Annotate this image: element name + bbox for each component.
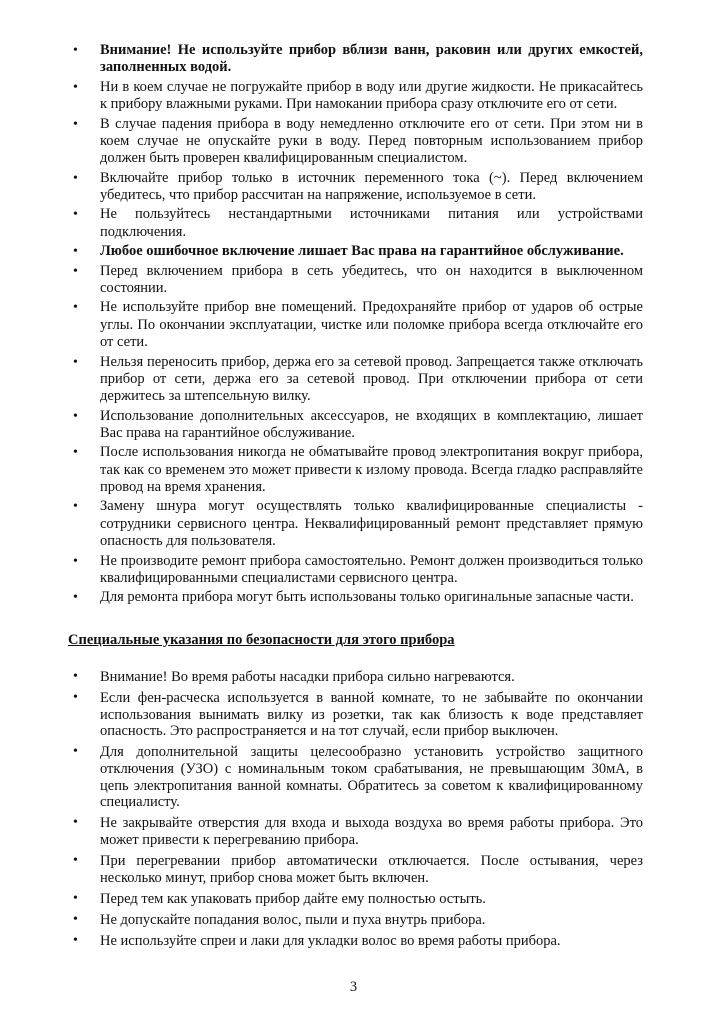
list-item — [73, 444, 643, 496]
list-item — [73, 815, 643, 848]
bullet-icon: • — [73, 116, 78, 132]
bullet-icon: • — [73, 933, 78, 949]
list-item-text: Внимание! Во время работы насадки прибора сильно нагреваются. — [100, 668, 515, 685]
section-heading: Специальные указания по безопасности для этого прибора — [68, 631, 455, 648]
list-item — [73, 115, 643, 168]
bullet-icon: • — [73, 744, 78, 760]
list-item — [73, 668, 643, 686]
bullet-icon: • — [73, 354, 78, 370]
list-item-text: При перегревании прибор автоматически отключается. После остывания, через несколько минут, прибор снова может быть включен. — [100, 853, 643, 886]
list-item-text: Для дополнительной защиты целесообразно установить устройство защитного отключения (УЗО) с номинальным током срабатывания, не превышающим 30мА, в цепь электропитания ванной комнаты. Обратитесь за советом к квалифицированному специалисту. — [100, 744, 643, 811]
list-item-text: Для ремонта прибора могут быть использованы только оригинальные запасные части. — [100, 589, 634, 606]
bullet-icon: • — [73, 668, 78, 684]
list-item-text: Не пользуйтесь нестандартными источниками питания или устройствами подключения. — [100, 206, 643, 240]
list-item — [73, 169, 643, 205]
list-item — [73, 42, 643, 77]
list-item — [73, 78, 643, 114]
list-item — [73, 690, 643, 740]
bullet-icon: • — [73, 170, 78, 186]
list-item — [73, 243, 643, 260]
special-safety-list — [73, 668, 643, 955]
bullet-icon: • — [73, 499, 78, 515]
list-item — [73, 407, 643, 443]
bullet-icon: • — [73, 815, 78, 831]
bullet-icon: • — [73, 263, 78, 279]
list-item — [73, 262, 643, 298]
bullet-icon: • — [73, 690, 78, 706]
bullet-icon: • — [73, 408, 78, 424]
list-item-text: Не используйте спреи и лаки для укладки волос во время работы прибора. — [100, 933, 561, 950]
list-item — [73, 206, 643, 241]
list-item-text: Перед включением прибора в сеть убедитесь, что он находится в выключенном состоянии. — [100, 262, 643, 296]
list-item-text: Любое ошибочное включение лишает Вас права на гарантийное обслуживание. — [100, 243, 624, 260]
list-item — [73, 299, 643, 351]
list-item-text: Внимание! Не используйте прибор вблизи ванн, раковин или других емкостей, заполненных водой. — [100, 42, 643, 76]
list-item — [73, 744, 643, 811]
list-item-text: Нельзя переносить прибор, держа его за сетевой провод. Запрещается также отключать прибор от сети, держа его за сетевой провод. При отключении прибора от сети держитесь за штепсельную вилку. — [100, 353, 643, 405]
list-item-text: Замену шнура могут осуществлять только квалифицированные специалисты - сотрудники сервисного центра. Неквалифицированный ремонт представляет прямую опасность для пользователя. — [100, 498, 643, 550]
list-item — [73, 589, 643, 606]
list-item — [73, 498, 643, 550]
list-item — [73, 853, 643, 886]
list-item — [73, 552, 643, 588]
bullet-icon: • — [73, 912, 78, 928]
list-item-text: Перед тем как упаковать прибор дайте ему полностью остыть. — [100, 890, 486, 907]
bullet-icon: • — [73, 890, 78, 906]
list-item-text: Использование дополнительных аксессуаров, не входящих в комплектацию, лишает Вас права на гарантийное обслуживание. — [100, 407, 643, 441]
list-item-text: Ни в коем случае не погружайте прибор в воду или другие жидкости. Не прикасайтесь к прибору влажными руками. При намокании прибора сразу отключите его от сети. — [100, 78, 643, 113]
bullet-icon: • — [73, 553, 78, 569]
list-item-text: Не используйте прибор вне помещений. Предохраняйте прибор от ударов об острые углы. По окончании эксплуатации, чистке или поломке прибора всегда отключайте его от сети. — [100, 299, 643, 351]
bullet-icon: • — [73, 445, 78, 461]
bullet-icon: • — [73, 79, 78, 95]
list-item — [73, 353, 643, 406]
bullet-icon: • — [73, 300, 78, 316]
list-item-text: После использования никогда не обматывайте провод электропитания вокруг прибора, так как со временем это может привести к излому провода. Всегда гладко расправляйте провод на время хранения. — [100, 444, 643, 495]
list-item-text: Не закрывайте отверстия для входа и выхода воздуха во время работы прибора. Это может привести к перегреванию прибора. — [100, 815, 643, 848]
list-item-text: Не производите ремонт прибора самостоятельно. Ремонт должен производиться только квалифицированными специалистами сервисного центра. — [100, 552, 643, 586]
list-item-text: В случае падения прибора в воду немедленно отключите его от сети. При этом ни в коем случае не опускайте руки в воду. Перед повторным использованием прибор должен быть проверен квалифицированным специалистом. — [100, 115, 643, 167]
list-item-text: Включайте прибор только в источник переменного тока (~). Перед включением убедитесь, что прибор рассчитан на напряжение, используемое в сети. — [100, 169, 643, 203]
bullet-icon: • — [73, 244, 78, 260]
list-item — [73, 912, 643, 929]
page-number: 3 — [349, 979, 358, 996]
bullet-icon: • — [73, 43, 78, 58]
bullet-icon: • — [73, 853, 78, 869]
list-item-text: Если фен-расческа используется в ванной комнате, то не забывайте по окончании использования вынимать вилку из розетки, так как близость к воде представляет опасность. Это распространяется и на тот случай, если прибор выключен. — [100, 690, 643, 740]
list-item — [73, 933, 643, 950]
bullet-icon: • — [73, 590, 78, 606]
bullet-icon: • — [73, 207, 78, 223]
list-item — [73, 890, 643, 908]
list-item-text: Не допускайте попадания волос, пыли и пуха внутрь прибора. — [100, 912, 486, 929]
general-safety-list — [73, 42, 643, 609]
